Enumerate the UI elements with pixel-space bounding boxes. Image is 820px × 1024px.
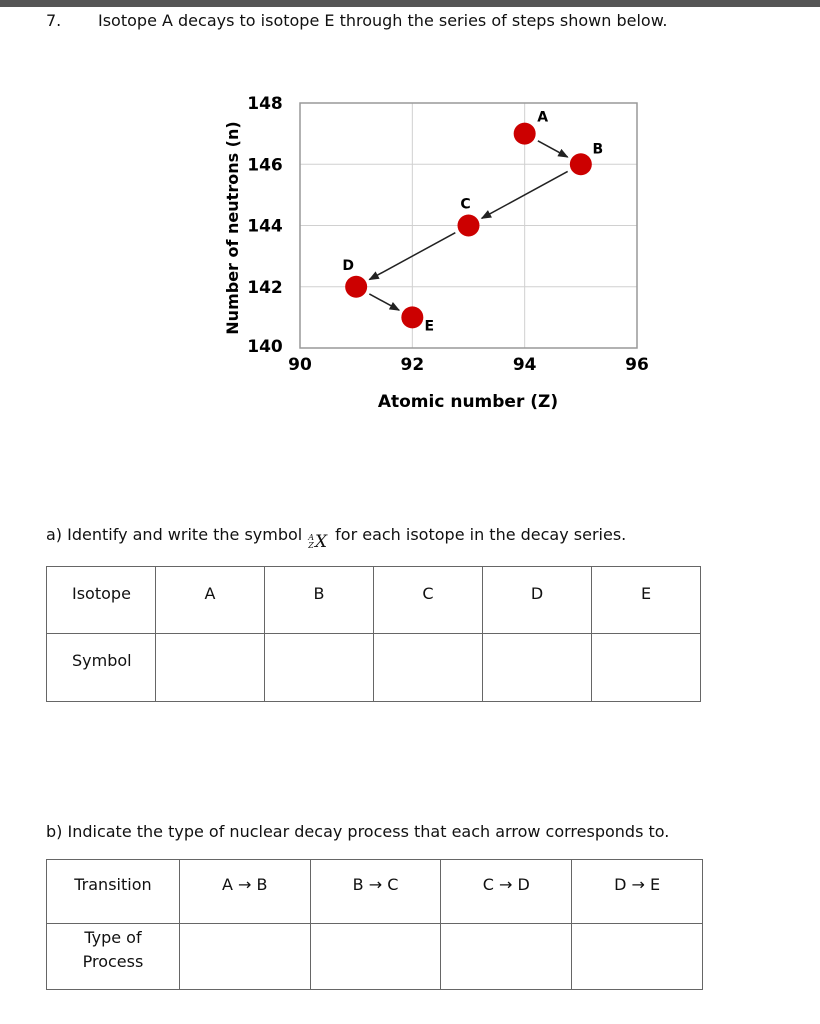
transition-cell: A → B — [179, 860, 310, 924]
isotope-cell: D — [483, 567, 592, 634]
symbol-answer-cell[interactable] — [592, 634, 701, 702]
y-tick-label: 148 — [247, 94, 283, 114]
nuclide-symbol — [308, 532, 327, 552]
transition-row — [47, 860, 703, 924]
part-a-prompt-before: a) Identify and write the symbol — [46, 525, 303, 544]
isotope-point — [570, 153, 592, 175]
process-row — [47, 924, 703, 990]
isotope-cell: C — [374, 567, 483, 634]
question-number: 7. — [46, 11, 62, 30]
part-a-prompt-after: for each isotope in the decay series. — [335, 525, 627, 544]
x-axis-label: Atomic number (Z) — [377, 392, 559, 412]
isotope-point-label: E — [424, 318, 435, 335]
isotope-point-label: B — [592, 141, 604, 158]
symbol-element: X — [315, 532, 328, 552]
x-tick-label: 92 — [400, 355, 425, 375]
x-tick-label: 96 — [625, 355, 649, 375]
y-tick-label: 142 — [247, 277, 283, 298]
process-header-line2: Process — [82, 952, 144, 971]
symbol-answer-cell[interactable] — [483, 634, 592, 702]
part-a-prompt — [46, 525, 626, 552]
x-tick-label: 94 — [512, 355, 537, 375]
isotope-point — [345, 276, 367, 298]
isotope-cell: A — [156, 567, 265, 634]
isotope-point — [401, 306, 423, 328]
symbol-answer-cell[interactable] — [374, 634, 483, 702]
transition-cell: D → E — [572, 860, 703, 924]
x-tick-label: 90 — [288, 355, 312, 375]
y-axis-label: Number of neutrons (n) — [223, 121, 242, 335]
part-b-prompt: b) Indicate the type of nuclear decay process that each arrow corresponds to. — [46, 822, 670, 841]
isotope-point-label: C — [460, 196, 471, 213]
y-tick-label: 140 — [247, 337, 283, 357]
isotope-point — [514, 123, 536, 145]
isotope-point-label: D — [342, 257, 354, 274]
process-answer-cell[interactable] — [572, 924, 703, 990]
isotope-symbol-table — [46, 566, 701, 702]
transition-cell: B → C — [310, 860, 441, 924]
process-answer-cell[interactable] — [179, 924, 310, 990]
y-tick-label: 146 — [247, 155, 283, 176]
process-answer-cell[interactable] — [310, 924, 441, 990]
symbol-row — [47, 634, 701, 702]
process-header — [47, 924, 180, 990]
symbol-mass-number: A — [308, 533, 315, 542]
isotope-point-label: A — [537, 109, 549, 126]
transition-cell: C → D — [441, 860, 572, 924]
symbol-answer-cell[interactable] — [156, 634, 265, 702]
symbol-atomic-number: Z — [308, 541, 314, 550]
symbol-header: Symbol — [47, 634, 156, 702]
question-text: Isotope A decays to isotope E through the series of steps shown below. — [98, 11, 668, 30]
symbol-answer-cell[interactable] — [265, 634, 374, 702]
process-header-line1: Type of — [84, 928, 142, 947]
transition-header: Transition — [47, 860, 180, 924]
y-tick-label: 144 — [247, 216, 283, 237]
decay-chart — [0, 0, 820, 440]
isotope-header: Isotope — [47, 567, 156, 634]
decay-arrow — [369, 294, 399, 310]
decay-arrow — [538, 141, 568, 157]
isotope-cell: E — [592, 567, 701, 634]
isotope-row — [47, 567, 701, 634]
decay-process-table — [46, 859, 703, 990]
isotope-cell: B — [265, 567, 374, 634]
isotope-point — [458, 215, 480, 237]
process-answer-cell[interactable] — [441, 924, 572, 990]
